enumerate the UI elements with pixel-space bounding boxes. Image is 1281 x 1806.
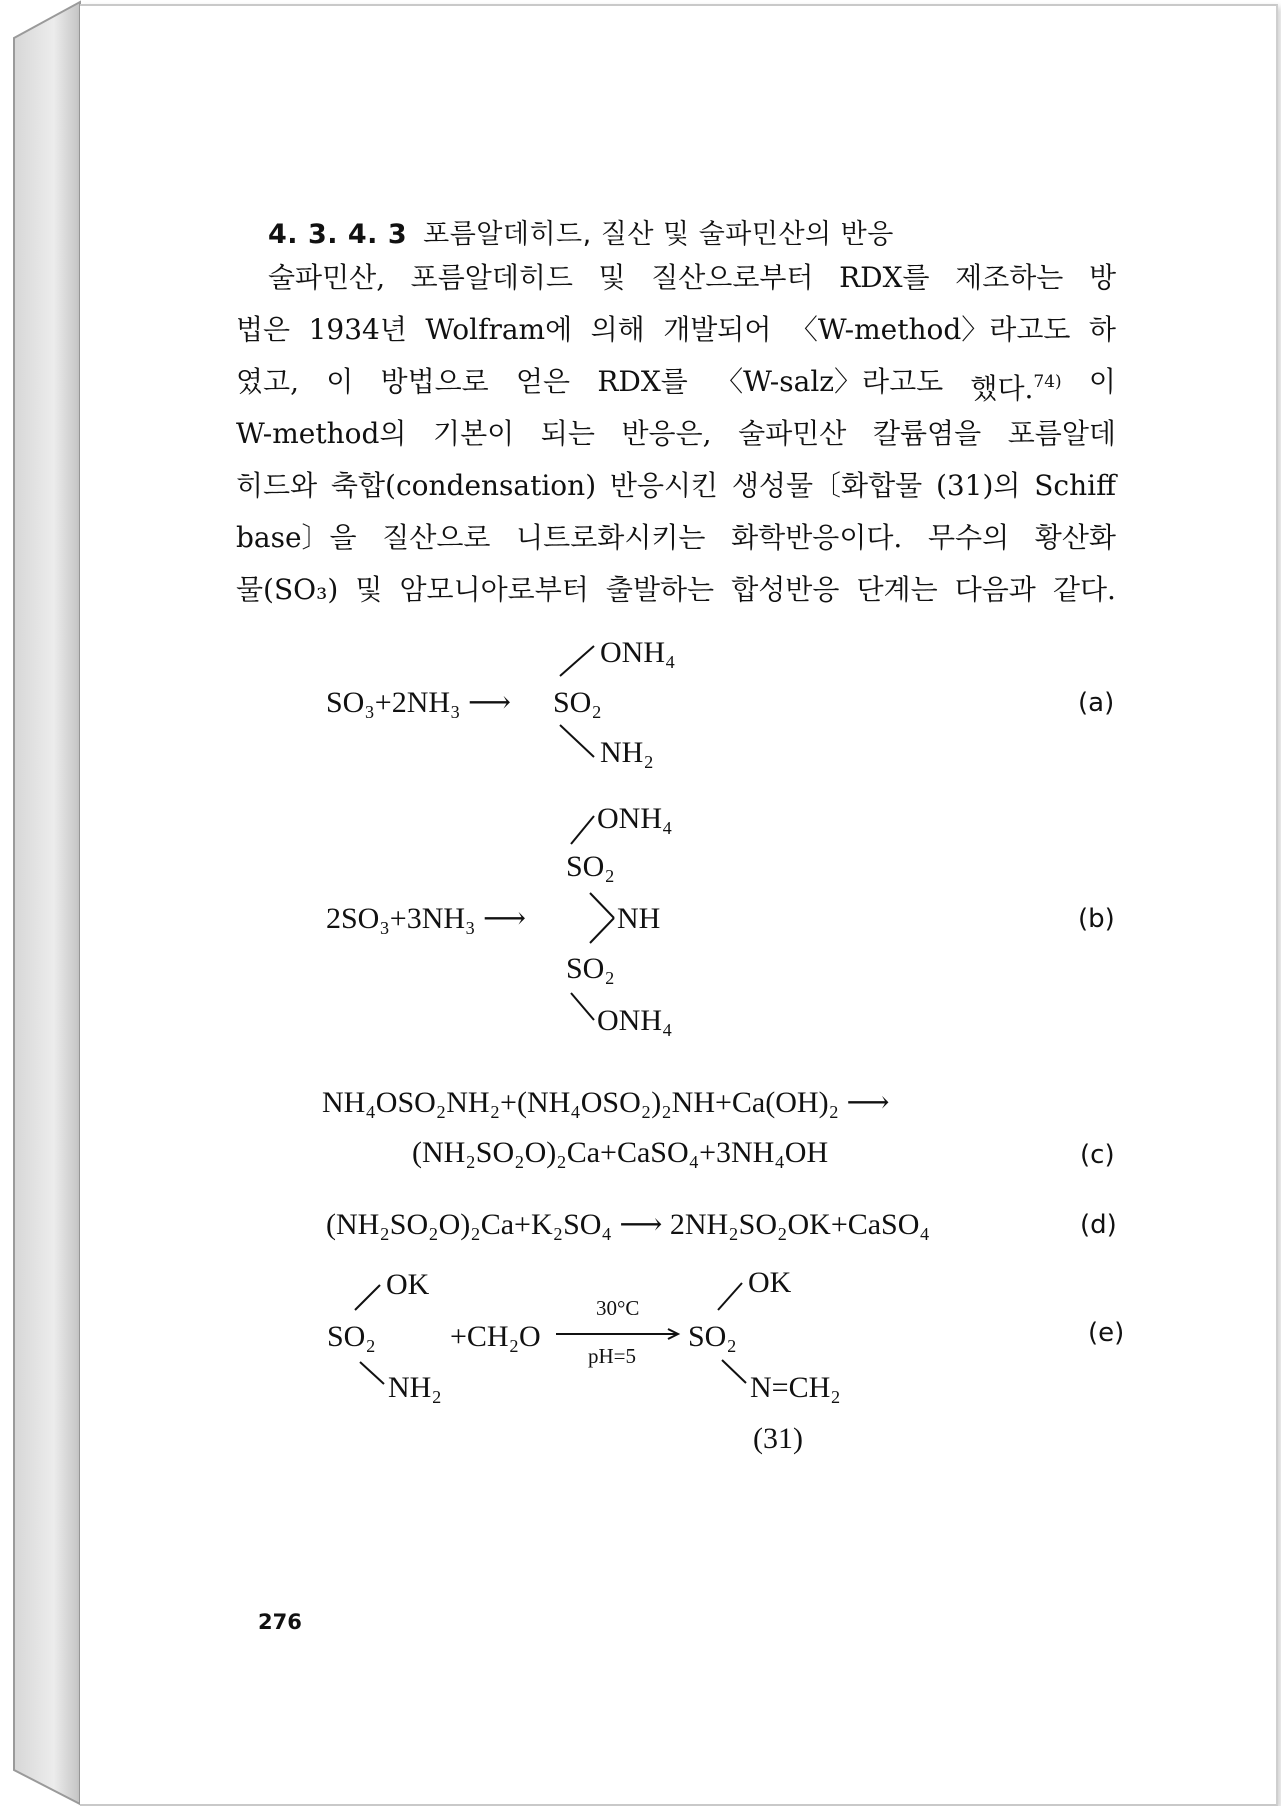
equation-e-left-center: SO₂ (327, 1320, 376, 1353)
equation-b-so2-upper: SO₂ (566, 850, 615, 883)
equation-label-e: (e) (1088, 1318, 1125, 1348)
section-heading (268, 212, 894, 251)
equation-a-center: SO₂ (553, 686, 602, 719)
section-number: 4. 3. 4. 3 (268, 219, 408, 250)
paragraph-line: base〕을 질산으로 니트로화시키는 화학반응이다. 무수의 황산화 (236, 521, 1116, 554)
equation-label-c: (c) (1080, 1140, 1115, 1170)
paragraph-line: 물(SO₃) 및 암모니아로부터 출발하는 합성반응 단계는 다음과 같다. (236, 573, 1116, 606)
equation-c-line1: NH₄OSO₂NH₂+(NH₄OSO₂)₂NH+Ca(OH)₂ ⟶ (322, 1086, 890, 1119)
equation-a-bottom: NH₂ (600, 736, 654, 769)
equation-b-nh: NH (617, 902, 661, 935)
equation-b-bottom: ONH₄ (597, 1004, 673, 1037)
equation-b-lhs: 2SO₃+3NH₃ ⟶ (326, 902, 527, 935)
equation-c-line2: (NH₂SO₂O)₂Ca+CaSO₄+3NH₄OH (412, 1136, 829, 1169)
equation-d: (NH₂SO₂O)₂Ca+K₂SO₄ ⟶ 2NH₂SO₂OK+CaSO₄ (326, 1208, 930, 1241)
equation-e-right-bottom: N=CH₂ (750, 1371, 841, 1404)
section-title: 포름알데히드, 질산 및 술파민산의 반응 (423, 219, 894, 250)
equation-a-lhs: SO₃+2NH₃ ⟶ (326, 686, 512, 719)
compound-number: (31) (753, 1422, 803, 1455)
equation-e-right-center: SO₂ (688, 1320, 737, 1353)
citation-ref: 74) (1033, 372, 1062, 392)
paragraph-line: 히드와 축합(condensation) 반응시킨 생성물〔화합물 (31)의 Schiff (236, 469, 1116, 502)
equation-e-condition-bottom: pH=5 (588, 1344, 637, 1368)
equation-e-left-bottom: NH₂ (388, 1371, 442, 1404)
equation-b-top: ONH₄ (597, 802, 673, 835)
page-number: 276 (258, 1610, 302, 1634)
paragraph-line: W-method의 기본이 되는 반응은, 술파민산 칼륨염을 포름알데 (236, 417, 1116, 450)
paragraph-line: 였고, 이 방법으로 얻은 RDX를 〈W-salz〉라고도 했다.$^{74)}$ 이 (236, 365, 1116, 405)
equation-label-b: (b) (1078, 904, 1115, 934)
equation-e-condition-top: 30°C (596, 1296, 640, 1320)
equation-e-left-top: OK (386, 1268, 430, 1301)
equation-label-d: (d) (1080, 1210, 1117, 1240)
paragraph-line: 술파민산, 포름알데히드 및 질산으로부터 RDX를 제조하는 방 (268, 261, 1116, 294)
equation-e-right-top: OK (748, 1266, 792, 1299)
equation-a-top: ONH₄ (600, 636, 676, 669)
equation-e-reagent: +CH₂O (450, 1320, 541, 1353)
book-spine (0, 0, 82, 1806)
equation-b-so2-lower: SO₂ (566, 952, 615, 985)
paragraph-line: 법은 1934년 Wolfram에 의해 개발되어 〈W-method〉라고도 하 (236, 313, 1116, 346)
equation-label-a: (a) (1078, 688, 1115, 718)
